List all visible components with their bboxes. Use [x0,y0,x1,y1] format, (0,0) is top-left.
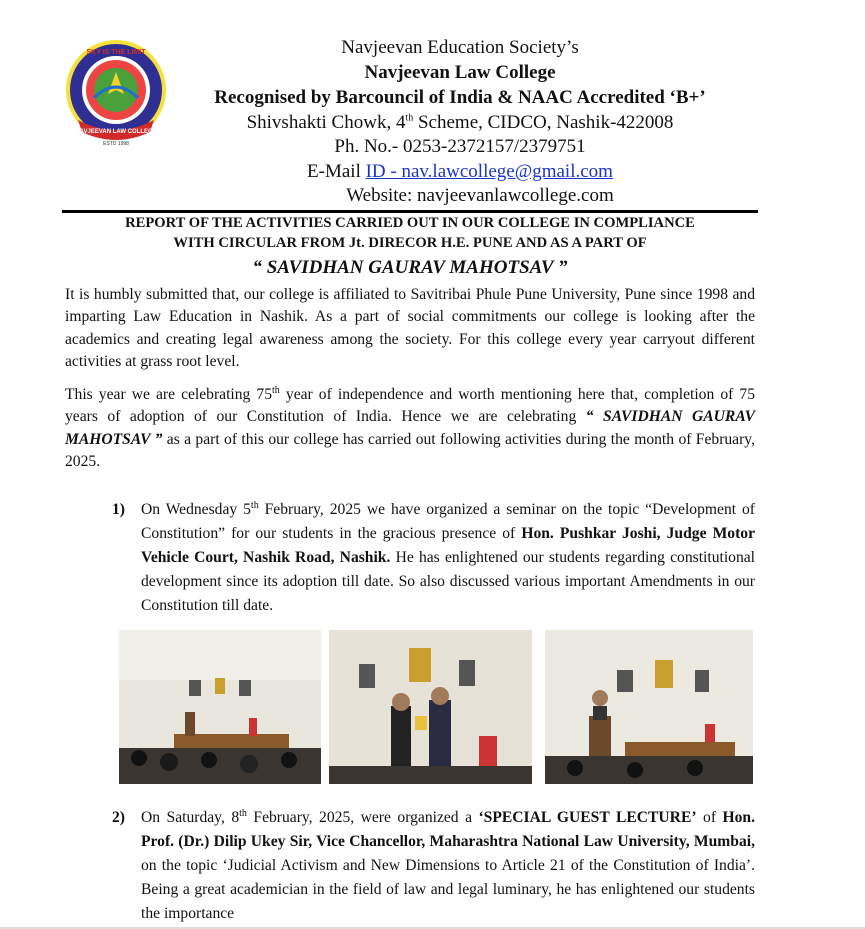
activity-item-text: On Saturday, 8th February, 2025, were organized a ‘SPECIAL GUEST LECTURE’ of Hon. Prof. (Dr.) Dilip Ukey Sir, Vice Chancellor, Maharashtra National Law University, Mumbai, on the topic ‘Judicial Activism and New Dimensions to Article 21 of the Constitution of India’. Being a great academician in the field of law and legal luminary, he has enlightened our students the importance [141,807,755,922]
celebration-paragraph: This year we are celebrating 75th year of independence and worth mentioning here that, completion of 75 years of adoption of our Constitution of India. Hence we are celebrating “ SAVIDHAN GAURAV MAHOTSAV ” as a part of this our college has carried out following activities during the month of February, 2025. [65,384,755,471]
svg-text:ESTD 1998: ESTD 1998 [103,141,129,147]
accreditation-line: Recognised by Barcouncil of India & NAAC Accredited ‘B+’ [214,87,706,108]
svg-text:SKY IS THE LIMIT: SKY IS THE LIMIT [86,49,146,56]
phone-line: Ph. No.- 0253-2372157/2379751 [334,136,586,157]
lecture-podium-photo [545,630,753,784]
seminar-hall-photo [119,630,321,784]
activity-item-1: 1) On Wednesday 5th February, 2025 we have organized a seminar on the topic “Development of Constitution” for our students in the gracious presence of Hon. Pushkar Joshi, Judge Motor Vehicle Court, Nashik Road, Nashik. He has enlightened our students regarding constitutional development since its adoption till date. So also discussed various important Amendments in our Constitution till date. [112,498,755,618]
report-title-line2: WITH CIRCULAR FROM Jt. DIRECOR H.E. PUNE AND AS A PART OF [173,235,647,251]
activity-item-text: On Wednesday 5th February, 2025 we have organized a seminar on the topic “Development of Constitution” for our students in the gracious presence of Hon. Pushkar Joshi, Judge Motor Vehicle Court, Nashik Road, Nashik. He has enlightened our students regarding constitutional development since its adoption till date. So also discussed various important Amendments in our Constitution till date. [141,499,756,614]
college-name: Navjeevan Law College [364,62,556,83]
activity-item-2: 2) On Saturday, 8th February, 2025, were organized a ‘SPECIAL GUEST LECTURE’ of Hon. Prof. (Dr.) Dilip Ukey Sir, Vice Chancellor, Maharashtra National Law University, Mumbai, on the topic ‘Judicial Activism and New Dimensions to Article 21 of the Constitution of India’. Being a great academician in the field of law and legal luminary, he has enlightened our students the importance [112,806,755,926]
email-link[interactable]: ID - nav.lawcollege@gmail.com [365,161,613,182]
intro-paragraph: It is humbly submitted that, our college is affiliated to Savitribai Phule Pune University, Pune since 1998 and imparting Law Education in Nashik. As a part of social commitments our college is looking after the academics and creating legal awareness among the society. For this college every year carryout different activities at grass root level. [65,286,755,371]
society-name: Navjeevan Education Society’s [341,37,579,58]
website-line: Website: navjeevanlawcollege.com [346,185,614,206]
address-line: Shivshakti Chowk, 4th Scheme, CIDCO, Nashik-422008 [246,112,674,133]
event-title: “ SAVIDHAN GAURAV MAHOTSAV ” [252,257,568,278]
college-logo [64,36,168,148]
svg-text:NAVJEEVAN LAW COLLEGE: NAVJEEVAN LAW COLLEGE [75,129,157,135]
header-divider [62,210,758,213]
email-line: E-Mail ID - nav.lawcollege@gmail.com [307,161,613,182]
felicitation-photo [329,630,532,784]
report-title-line1: REPORT OF THE ACTIVITIES CARRIED OUT IN OUR COLLEGE IN COMPLIANCE [125,215,695,231]
